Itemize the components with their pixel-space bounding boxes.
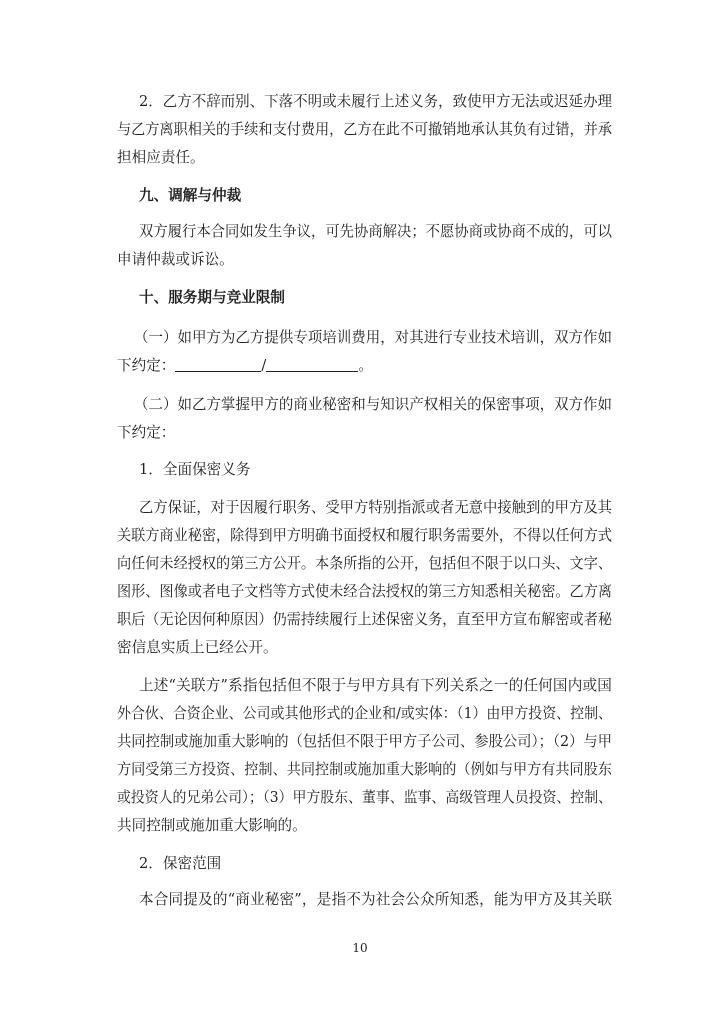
text-line: 与乙方离职相关的手续和支付费用，乙方在此不可撤销地承认其负有过错，并承 [117,121,612,138]
text-line: 双方履行本合同如发生争议，可先协商解决；不愿协商或协商不成的，可以 [139,223,612,240]
section-heading: 九、调解与仲裁 [139,187,242,204]
text-line: 乙方保证，对于因履行职务、受甲方特别指派或者无意中接触到的甲方及其 [139,499,612,516]
text-line: 向任何未经授权的第三方公开。本条所指的公开，包括但不限于以口头、文字、 [117,555,612,572]
subsection-heading: 2．保密范围 [139,855,222,872]
text-line: 本合同提及的“商业秘密”，是指不为社会公众所知悉，能为甲方及其关联 [139,891,612,908]
text-line: 或投资人的兄弟公司）；（3）甲方股东、董事、监事、高级管理人员投资、控制、 [117,789,612,806]
text-line: （一）如甲方为乙方提供专项培训费用，对其进行专业技术培训，双方作如 [134,329,612,346]
text-line: （二）如乙方掌握甲方的商业秘密和与知识产权相关的保密事项，双方作如 [134,396,612,413]
section-heading: 十、服务期与竞业限制 [139,289,285,306]
text-line: 外合伙、合资企业、公司或其他形式的企业和/或实体：（1）由甲方投资、控制、 [117,705,612,722]
text-line: 关联方商业秘密，除得到甲方明确书面授权和履行职务需要外，不得以任何方式 [117,527,612,544]
text-line: 密信息实质上已经公开。 [117,639,278,656]
text-line: 职后（无论因何种原因）仍需持续履行上述保密义务，直至甲方宣布解密或者秘 [117,611,612,628]
text-line: 上述“关联方”系指包括但不限于与甲方具有下列关系之一的任何国内或国 [139,677,612,694]
text-line: 下约定： [117,424,176,441]
text-line-label: 下约定： [117,357,176,374]
fill-blank [175,357,261,372]
text-line: 共同控制或施加重大影响的。 [117,817,307,834]
text-line: 方同受第三方投资、控制、共同控制或施加重大影响的（例如与甲方有共同股东 [117,761,612,778]
text-line: 图形、图像或者电子文档等方式使未经合法授权的第三方知悉相关秘密。乙方离 [117,583,612,600]
text-line: 担相应责任。 [117,149,205,166]
text-line: 2．乙方不辞而别、下落不明或未履行上述义务，致使甲方无法或迟延办理 [139,93,612,110]
text-line: 申请仲裁或诉讼。 [117,251,234,268]
fill-blank [266,357,358,372]
training-blank-line [117,356,612,376]
page-number: 10 [352,941,368,955]
subsection-heading: 1．全面保密义务 [139,461,251,478]
text-line: 共同控制或施加重大影响的（包括但不限于甲方子公司、参股公司）；（2）与甲 [117,733,612,750]
blank-separator: / [261,357,267,374]
blank-end: 。 [358,357,373,374]
